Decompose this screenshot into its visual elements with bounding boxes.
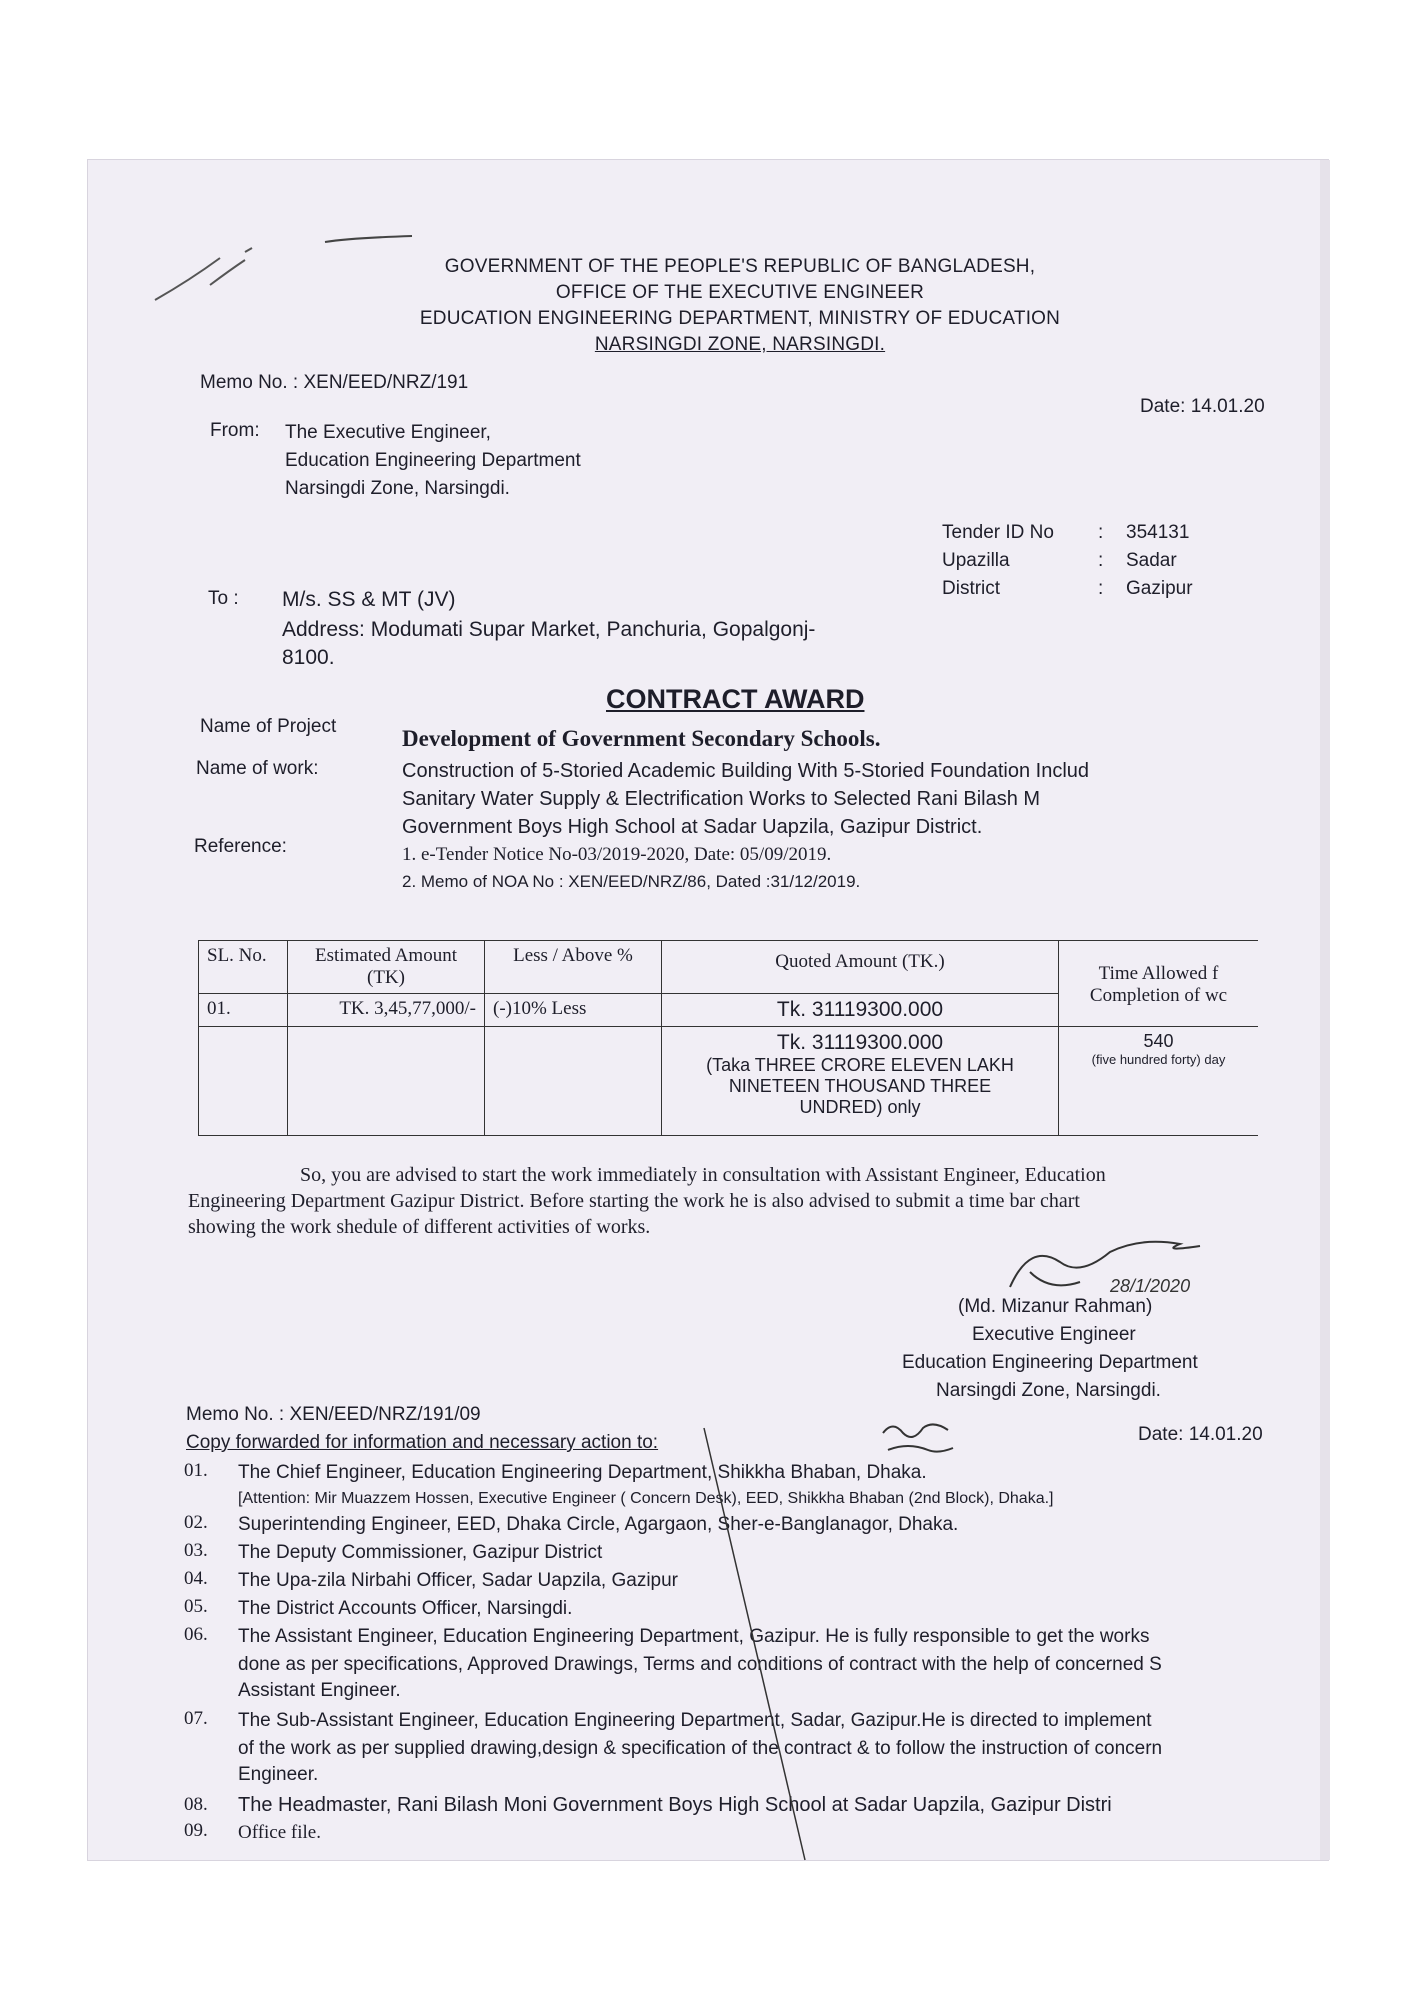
header-line-office: OFFICE OF THE EXECUTIVE ENGINEER — [555, 282, 925, 303]
memo-number: Memo No. : XEN/EED/NRZ/191 — [200, 372, 469, 393]
signature-handwritten-date: 28/1/2020 — [1110, 1276, 1191, 1296]
cc-item-3-text: The Deputy Commissioner, Gazipur District — [238, 1542, 603, 1563]
copy-heading: Copy forwarded for information and necessary action to: — [186, 1432, 659, 1453]
upazilla-label: Upazilla — [942, 550, 1010, 571]
project-label: Name of Project — [200, 716, 337, 737]
to-address-2: 8100. — [282, 646, 335, 669]
district-value: Gazipur — [1126, 578, 1193, 599]
cc-item-7-line-2: of the work as per supplied drawing,design & specification of the contract & to follow the instruction of concern — [238, 1738, 1163, 1759]
cc-item-4-num: 04. — [184, 1568, 208, 1589]
signatory-title: Executive Engineer — [972, 1324, 1136, 1345]
upazilla-sep: : — [1098, 550, 1104, 571]
cc-item-9-text: Office file. — [238, 1822, 321, 1843]
diagonal-pen-stroke — [700, 1424, 810, 1864]
memo-date: Date: 14.01.20 — [1140, 396, 1265, 417]
cc-item-1-num: 01. — [184, 1460, 208, 1481]
work-label: Name of work: — [196, 758, 319, 779]
tender-id-label: Tender ID No — [942, 522, 1054, 543]
cell-quoted-total: Tk. 31119300.000 — [776, 1031, 944, 1054]
tender-id-value: 354131 — [1126, 522, 1190, 543]
cc-item-1-sub: [Attention: Mir Muazzem Hossen, Executive Engineer ( Concern Desk), EED, Shikkha Bhaban (2nd Block), Dhaka.] — [238, 1490, 1054, 1507]
reference-label: Reference: — [194, 836, 287, 857]
reference-2: 2. Memo of NOA No : XEN/EED/NRZ/86, Dated :31/12/2019. — [402, 872, 861, 891]
cc-item-2-num: 02. — [184, 1512, 208, 1533]
signatory-zone: Narsingdi Zone, Narsingdi. — [936, 1380, 1161, 1401]
cc-item-6-text: The Assistant Engineer, Education Engineering Department, Gazipur. He is fully responsible to get the works — [238, 1626, 1150, 1647]
district-label: District — [942, 578, 1001, 599]
page-title: CONTRACT AWARD — [606, 684, 865, 714]
cell-empty-less — [485, 1027, 662, 1136]
cc-item-7-line-3: Engineer. — [238, 1764, 319, 1785]
signatory-name: (Md. Mizanur Rahman) — [958, 1296, 1153, 1317]
reference-1: 1. e-Tender Notice No-03/2019-2020, Date: 05/09/2019. — [402, 844, 832, 865]
header-time-allowed: Time Allowed f Completion of wc — [1059, 941, 1259, 1027]
copy-memo-number: Memo No. : XEN/EED/NRZ/191/09 — [186, 1404, 481, 1425]
cc-item-7-num: 07. — [184, 1708, 208, 1729]
cc-item-6-line-2: done as per specifications, Approved Drawings, Terms and conditions of contract with the help of concerned S — [238, 1654, 1162, 1675]
upazilla-value: Sadar — [1126, 550, 1177, 571]
cc-item-8-text: The Headmaster, Rani Bilash Moni Government Boys High School at Sadar Uapzila, Gazipur Distri — [238, 1794, 1112, 1816]
cell-time-words: (five hundred forty) day — [1091, 1052, 1226, 1067]
cell-estimated: TK. 3,45,77,000/- — [288, 994, 485, 1027]
from-line-1: The Executive Engineer, — [285, 422, 491, 443]
body-para-line-2: Engineering Department Gazipur District. Before starting the work he is also advised to submit a time bar chart — [188, 1190, 1080, 1212]
header-line-zone: NARSINGDI ZONE, NARSINGDI. — [594, 334, 886, 355]
cc-item-7-text: The Sub-Assistant Engineer, Education Engineering Department, Sadar, Gazipur.He is directed to implement — [238, 1710, 1152, 1731]
cell-time-block — [1059, 1027, 1259, 1136]
from-line-3: Narsingdi Zone, Narsingdi. — [285, 478, 510, 499]
cc-item-4-text: The Upa-zila Nirbahi Officer, Sadar Uapzila, Gazipur — [238, 1570, 679, 1591]
header-line-dept: EDUCATION ENGINEERING DEPARTMENT, MINISTRY OF EDUCATION — [419, 308, 1061, 329]
tender-id-sep: : — [1098, 522, 1104, 543]
cc-item-9-num: 09. — [184, 1820, 208, 1841]
cc-item-5-num: 05. — [184, 1596, 208, 1617]
body-para-line-3: showing the work shedule of different activities of works. — [188, 1216, 651, 1238]
to-address-1: Address: Modumati Supar Market, Panchuria, Gopalgonj- — [282, 618, 816, 641]
cc-item-6-num: 06. — [184, 1624, 208, 1645]
cell-time-days: 540 — [1143, 1031, 1174, 1051]
work-line-1: Construction of 5-Storied Academic Building With 5-Storied Foundation Includ — [402, 760, 1090, 782]
header-sl: SL. No. — [199, 941, 288, 994]
cc-item-5-text: The District Accounts Officer, Narsingdi. — [238, 1598, 573, 1619]
header-less-above: Less / Above % — [485, 941, 662, 994]
cell-quoted: Tk. 31119300.000 — [662, 994, 1059, 1027]
copy-memo-date: Date: 14.01.20 — [1138, 1424, 1263, 1445]
header-estimated: Estimated Amount (TK) — [288, 941, 485, 994]
award-table — [198, 940, 1258, 1136]
work-line-2: Sanitary Water Supply & Electrification Works to Selected Rani Bilash M — [402, 788, 1041, 810]
cell-less: (-)10% Less — [485, 994, 662, 1027]
signatory-dept: Education Engineering Department — [902, 1352, 1198, 1373]
cell-sl: 01. — [199, 994, 288, 1027]
cc-item-8-num: 08. — [184, 1794, 208, 1815]
cc-item-3-num: 03. — [184, 1540, 208, 1561]
header-quoted: Quoted Amount (TK.) — [662, 941, 1059, 994]
cell-empty-sl — [199, 1027, 288, 1136]
project-value: Development of Government Secondary Schools. — [402, 726, 881, 751]
table-total-row — [199, 1027, 1259, 1136]
cc-item-6-line-3: Assistant Engineer. — [238, 1680, 401, 1701]
header-line-govt: GOVERNMENT OF THE PEOPLE'S REPUBLIC OF BANGLADESH, — [444, 256, 1036, 277]
to-label: To : — [208, 588, 239, 609]
cc-item-2-text: Superintending Engineer, EED, Dhaka Circle, Agargaon, Sher-e-Banglanagor, Dhaka. — [238, 1514, 959, 1535]
table-header-row — [199, 941, 1259, 994]
from-line-2: Education Engineering Department — [285, 450, 581, 471]
cell-quoted-total-block — [662, 1027, 1059, 1136]
initials-mark — [878, 1418, 968, 1458]
work-line-3: Government Boys High School at Sadar Uapzila, Gazipur District. — [402, 816, 983, 838]
page-edge-shadow — [1320, 160, 1330, 1860]
cell-empty-estimated — [288, 1027, 485, 1136]
cell-quoted-words: (Taka THREE CRORE ELEVEN LAKH NINETEEN THOUSAND THREE UNDRED) only — [706, 1055, 1014, 1117]
cc-item-1-text: The Chief Engineer, Education Engineering Department, Shikkha Bhaban, Dhaka. — [238, 1462, 927, 1483]
body-para-line-1: So, you are advised to start the work immediately in consultation with Assistant Engineer, Education — [300, 1164, 1106, 1186]
to-name: M/s. SS & MT (JV) — [282, 588, 456, 611]
from-label: From: — [210, 420, 260, 441]
district-sep: : — [1098, 578, 1104, 599]
